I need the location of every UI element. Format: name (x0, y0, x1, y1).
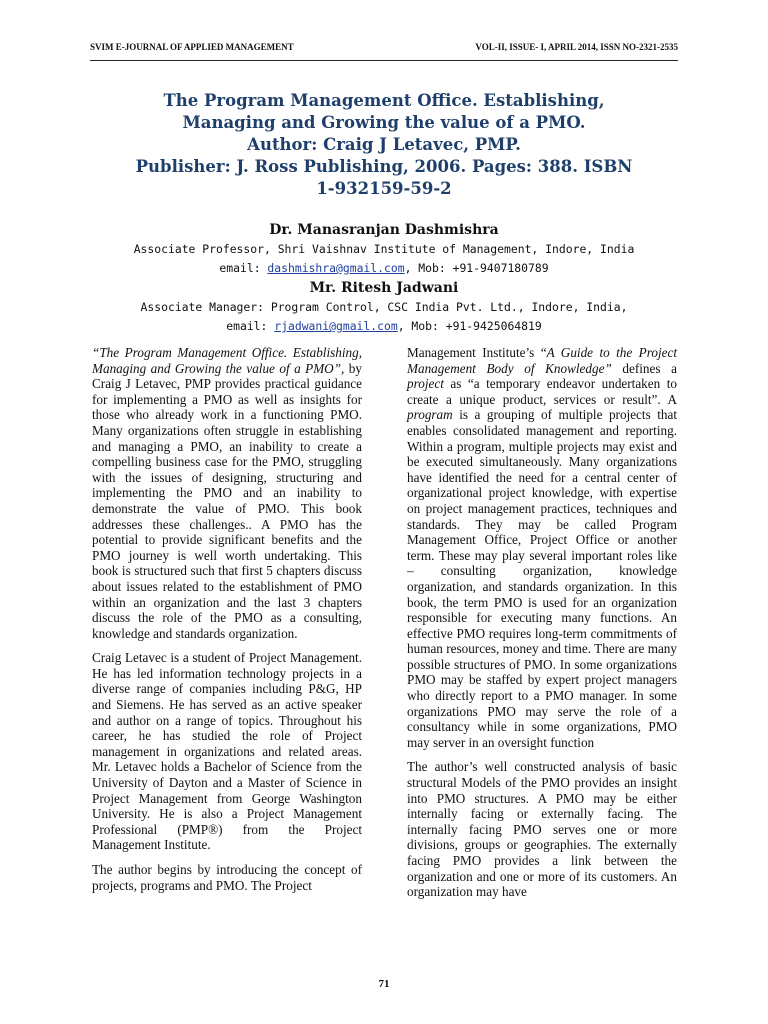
email-label: email: (226, 319, 275, 333)
issue-info: VOL-II, ISSUE- I, APRIL 2014, ISSN NO-2321-2535 (475, 42, 678, 52)
left-column (92, 345, 362, 902)
author-block (70, 220, 698, 336)
author-2-name: Mr. Ritesh Jadwani (309, 280, 459, 296)
term-project: project (407, 376, 444, 392)
author-1-affiliation: Associate Professor, Shri Vaishnav Institute of Management, Indore, India (133, 242, 635, 256)
author-2-email-link[interactable]: rjadwani@gmail.com (274, 319, 398, 333)
author-2-contact (70, 317, 698, 336)
paragraph-text: Management Institute’s “ (407, 345, 547, 360)
paragraph-text: defines a (611, 360, 678, 376)
paragraph-text: as “a temporary endeavor undertaken to create a unique product, services or result”. A (407, 376, 677, 407)
page-number: 71 (378, 978, 390, 990)
paragraph: Craig Letavec is a student of Project Management. He has led information technology projects in a diverse range of companies including P&G, HP and Siemens. He has served as an active speaker and author on a range of topics. Throughout his career, he has studied the role of Project management in organizations and related areas. Mr. Letavec holds a Bachelor of Science from the University of Dayton and a Master of Science in Project Management from George Washington University. He is also a Project Management Professional (PMP®) from the Project Management Institute. (92, 650, 362, 853)
right-column (407, 345, 677, 909)
term-program: program (407, 407, 453, 423)
header-divider (90, 60, 678, 61)
author-1-email-link[interactable]: dashmishra@gmail.com (267, 261, 405, 275)
author-2-mobile: , Mob: +91-9425064819 (397, 319, 542, 333)
running-header (90, 42, 678, 58)
title-line-5: 1-932159-59-2 (316, 179, 452, 198)
journal-name: SVIM E-JOURNAL OF APPLIED MANAGEMENT (90, 42, 294, 52)
title-line-3: Author: Craig J Letavec, PMP. (247, 135, 521, 154)
paragraph-text: is a grouping of multiple projects that enables consolidated management and reporting. Within a program, multiple projects may exist and be executed simultaneously. Many organizations have identified the need for a central center of organizational project knowledge, with expertise on project management practices, techniques and standards. They may be called Program Management Office, Project Office or another term. These may play several important roles like – consulting organization, knowledge organization, and standards organization. In this book, the term PMO is used for an organization responsible for executing many functions. An effective PMO requires long-term commitments of human resources, money and time. There are many possible structures of PMO. In some organizations PMO may be staffed by expert project managers who directly report to a PMO manager. In some organizations PMO may serve the role of a consultancy while in some organizations, PMO may server in an oversight function (407, 407, 677, 750)
article-title (84, 90, 684, 200)
author-1-contact (70, 259, 698, 278)
email-label: email: (219, 261, 268, 275)
author-1-name: Dr. Manasranjan Dashmishra (269, 222, 499, 238)
book-title-italic: “The Program Management Office. Establishing, Managing and Growing the value of a PMO”, (92, 345, 362, 376)
paragraph (407, 345, 677, 750)
paragraph: The author’s well constructed analysis of basic structural Models of the PMO provides an insight into PMO structures. A PMO may be either internally facing or externally facing. The internally facing PMO serves one or more divisions, groups or geographies. The externally facing PMO provides a link between the organization and one or more of its customers. An organization may have (407, 759, 677, 900)
author-2-affiliation: Associate Manager: Program Control, CSC India Pvt. Ltd., Indore, India, (140, 300, 628, 314)
paragraph-text: by Craig J Letavec, PMP provides practical guidance for implementing a PMO as well as insights for those who already work in a functioning PMO. Many organizations often struggle in establishing and managing a PMO, an inability to create a compelling business case for the PMO, struggling with the issues of designing, structuring and implementing the PMO and an inability to demonstrate the value of PMO. This book addresses these challenges.. A PMO has the potential to provide significant benefits and the PMO journey is well worth undertaking. This book is structured such that first 5 chapters discuss about issues related to the establishment of PMO within an organization and the last 3 chapters discuss the role of the PMO as a consulting, knowledge and standards organization. (92, 360, 362, 641)
title-line-2: Managing and Growing the value of a PMO. (182, 113, 586, 132)
paragraph (92, 345, 362, 641)
title-line-4: Publisher: J. Ross Publishing, 2006. Pages: 388. ISBN (135, 157, 633, 176)
guide-title-italic: A Guide to the Project Management Body of Knowledge” (407, 345, 677, 376)
paragraph: The author begins by introducing the concept of projects, programs and PMO. The Project (92, 862, 362, 893)
author-1-mobile: , Mob: +91-9407180789 (404, 261, 549, 275)
title-line-1: The Program Management Office. Establishing, (163, 91, 605, 110)
